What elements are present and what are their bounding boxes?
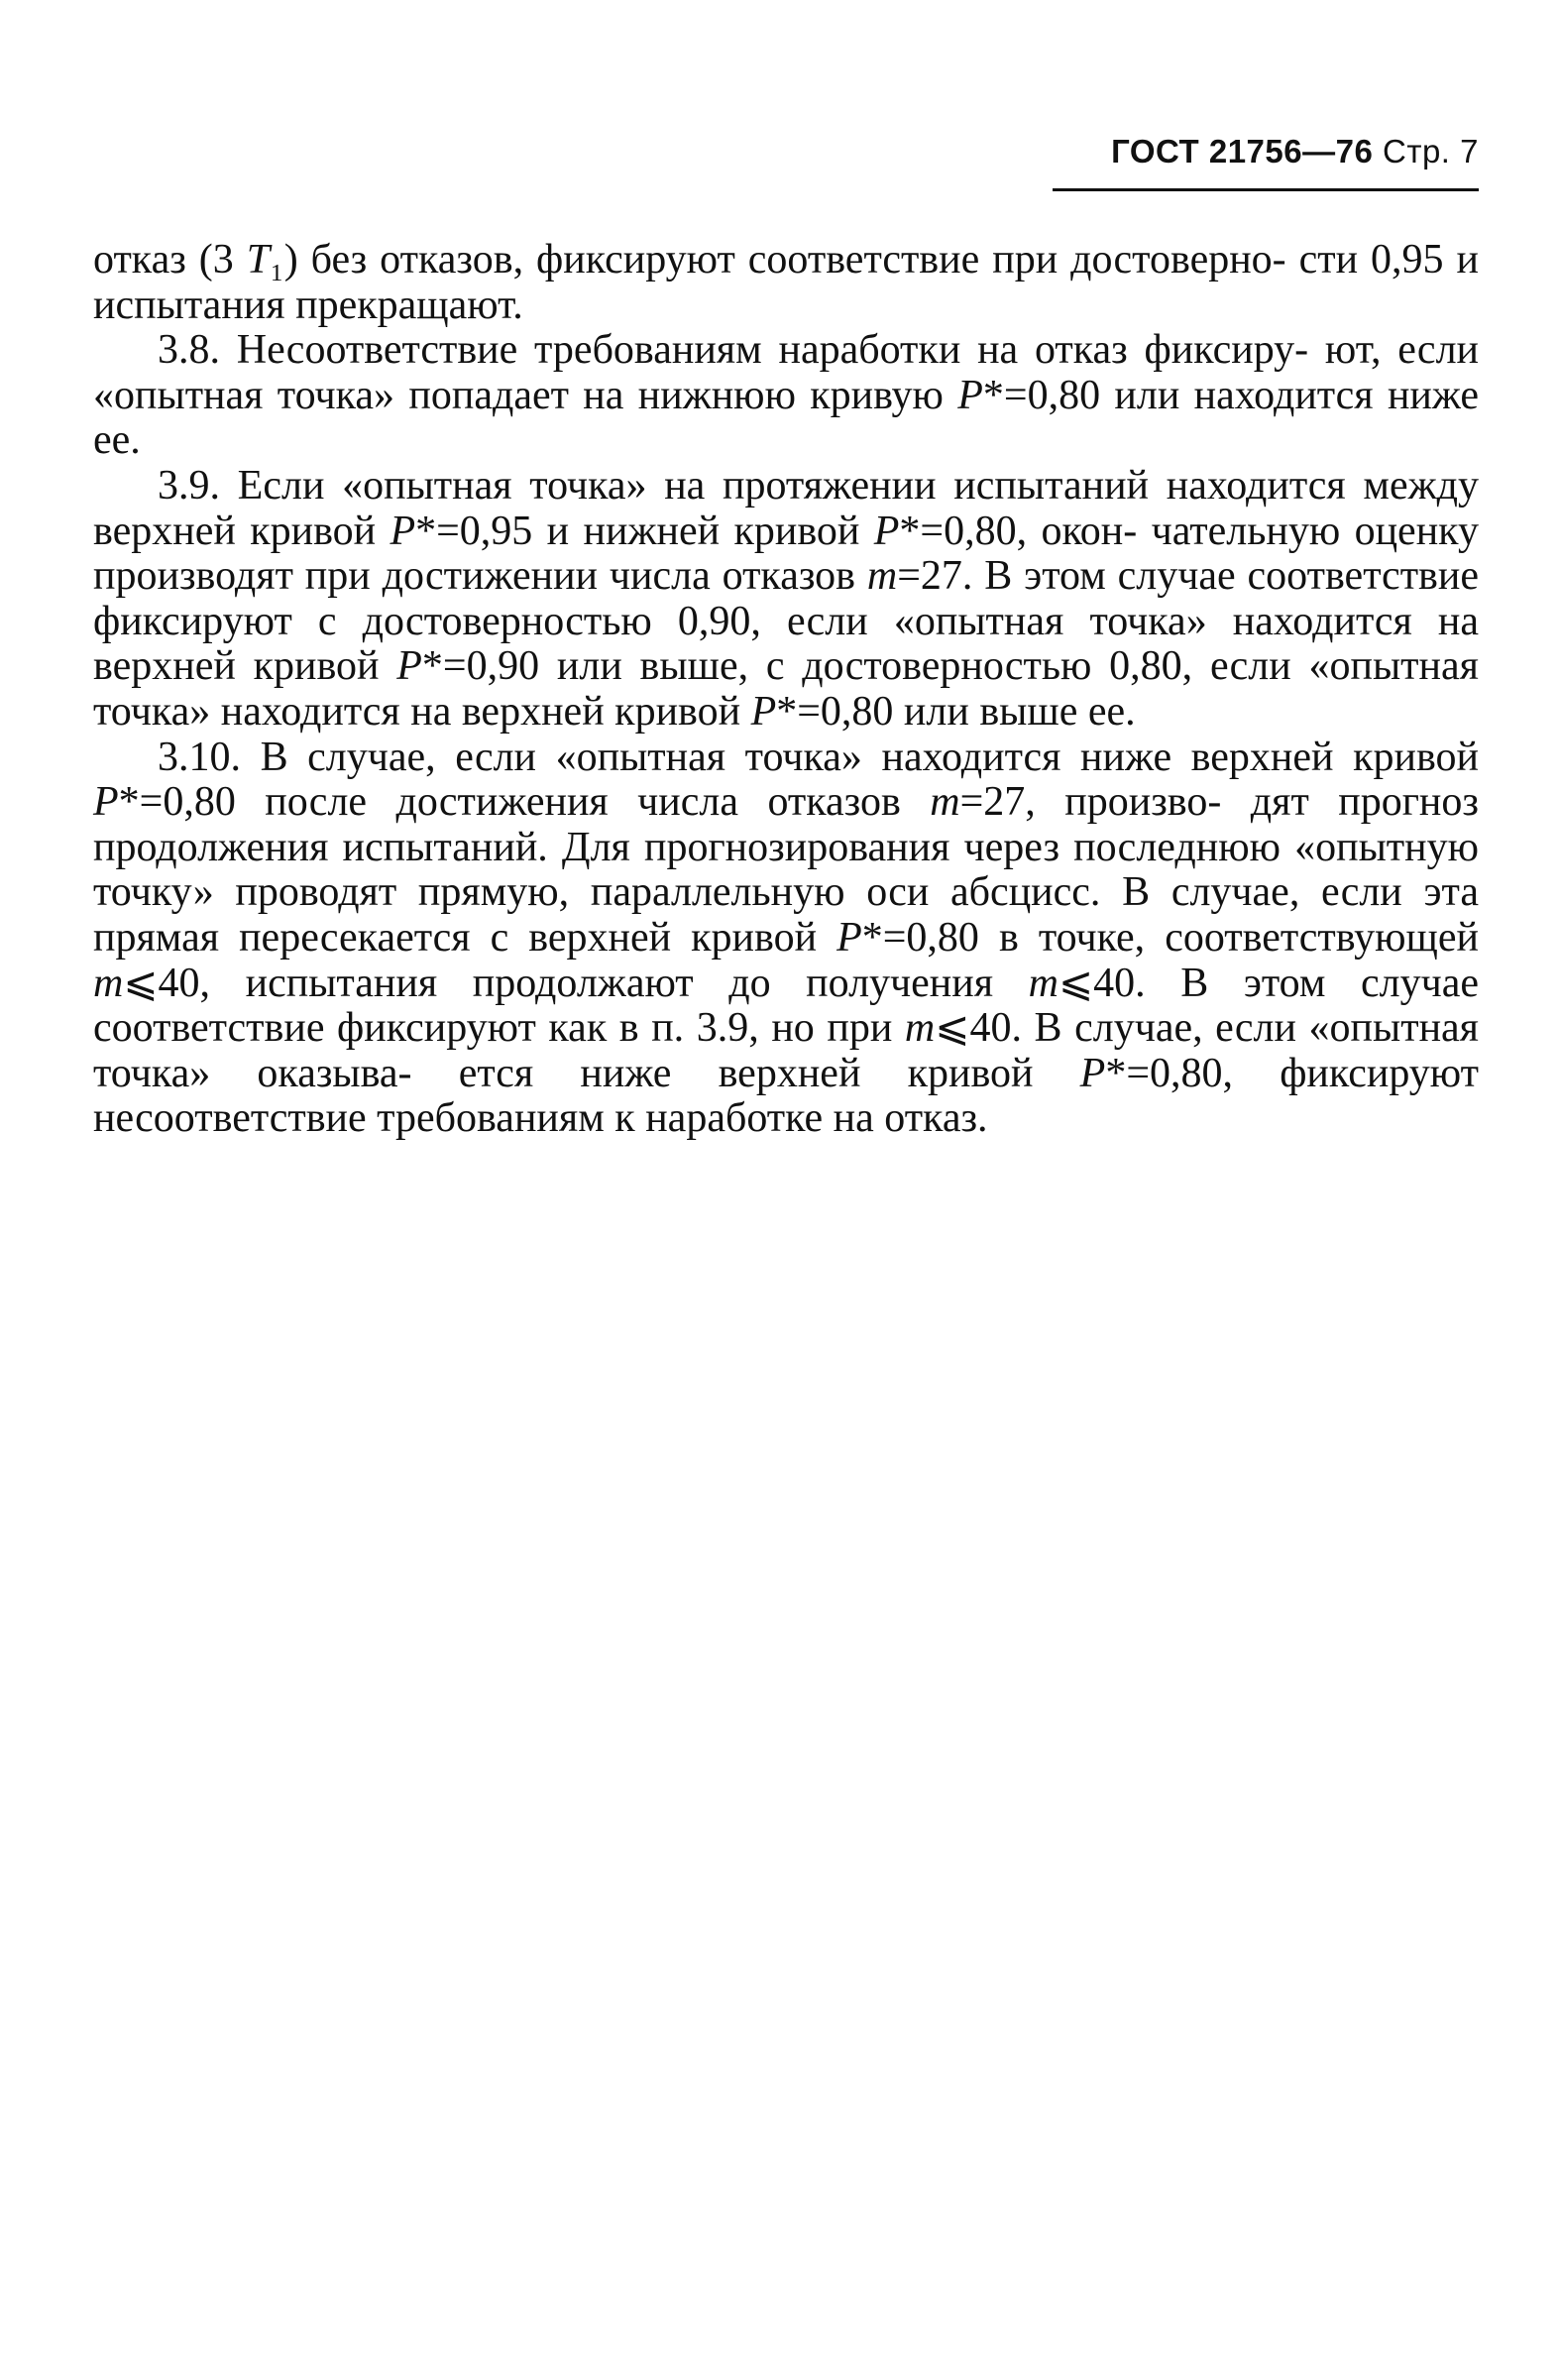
math-symbol: P <box>396 643 422 690</box>
document-id: ГОСТ 21756—76 <box>1111 133 1374 170</box>
math-symbol: m <box>904 1005 936 1052</box>
math-symbol: P <box>1079 1050 1106 1096</box>
math-symbol: P <box>750 688 777 735</box>
math-symbol: P <box>93 779 119 826</box>
text-run: *=0,90 или выше, с достоверностью 0,80, если «опытная точка» находится на верхней кривой <box>93 643 1479 735</box>
math-symbol: P <box>957 372 983 418</box>
paragraph-3-10 <box>93 736 1479 1142</box>
text-run: ⩽40, испытания продолжают до получения <box>123 960 1029 1006</box>
text-run: 3.10. В случае, если «опытная точка» находится ниже верхней кривой <box>158 734 1479 780</box>
math-symbol: T <box>246 237 271 283</box>
text-run: =27. В этом случае соответствие фиксируют с достоверностью 0,90, если «опытная точка» находится на верхней кривой <box>93 553 1480 690</box>
math-symbol: m <box>866 553 898 600</box>
text-run: ⩽40. В этом случае соответствие фиксируют как в п. 3.9, но при <box>93 960 1480 1052</box>
paragraph-3-8 <box>93 328 1479 464</box>
math-symbol: m <box>930 779 960 826</box>
text-run: =27, произво- дят прогноз продолжения испытаний. Для прогнозирования через последнюю «опытную точку» проводят прямую, параллельную оси абсцисс. В случае, если эта прямая пересекается с верхней кривой <box>93 779 1479 961</box>
text-run: 3.9. Если «опытная точка» на протяжении испытаний находится между верхней кривой <box>93 462 1479 554</box>
header-rule <box>1053 188 1479 191</box>
math-symbol: P <box>390 508 416 554</box>
paragraph-continuation <box>93 238 1479 328</box>
page-header <box>1053 133 1479 170</box>
text-run: ₁) без отказов, фиксируют соответствие при достоверно- сти 0,95 и испытания прекращают. <box>93 237 1479 328</box>
page-number: Стр. 7 <box>1383 133 1479 170</box>
paragraph-3-9 <box>93 464 1479 736</box>
text-run: *=0,80 после достижения числа отказов <box>118 779 931 826</box>
text-run: 3.8. Несоответствие требованиям наработки на отказ фиксиру- ют, если «опытная точка» попадает на нижнюю кривую <box>93 327 1479 418</box>
math-symbol: m <box>1028 960 1059 1006</box>
text-run: *=0,80 или выше ее. <box>776 688 1136 735</box>
math-symbol: P <box>836 914 862 961</box>
text-run: *=0,80 или находится ниже ее. <box>93 372 1480 464</box>
text-run: ⩽40. В случае, если «опытная точка» оказыва- ется ниже верхней кривой <box>93 1005 1479 1096</box>
text-run: *=0,95 и нижней кривой <box>415 508 874 554</box>
math-symbol: P <box>873 508 900 554</box>
text-run: *=0,80, фиксируют несоответствие требованиям к наработке на отказ. <box>93 1050 1479 1142</box>
math-symbol: m <box>93 960 124 1006</box>
document-body <box>93 238 1479 1142</box>
text-run: отказ (3 <box>93 237 247 283</box>
text-run: *=0,80, окон- чательную оценку производят при достижении числа отказов <box>93 508 1479 600</box>
text-run: *=0,80 в точке, соответствующей <box>861 914 1479 961</box>
